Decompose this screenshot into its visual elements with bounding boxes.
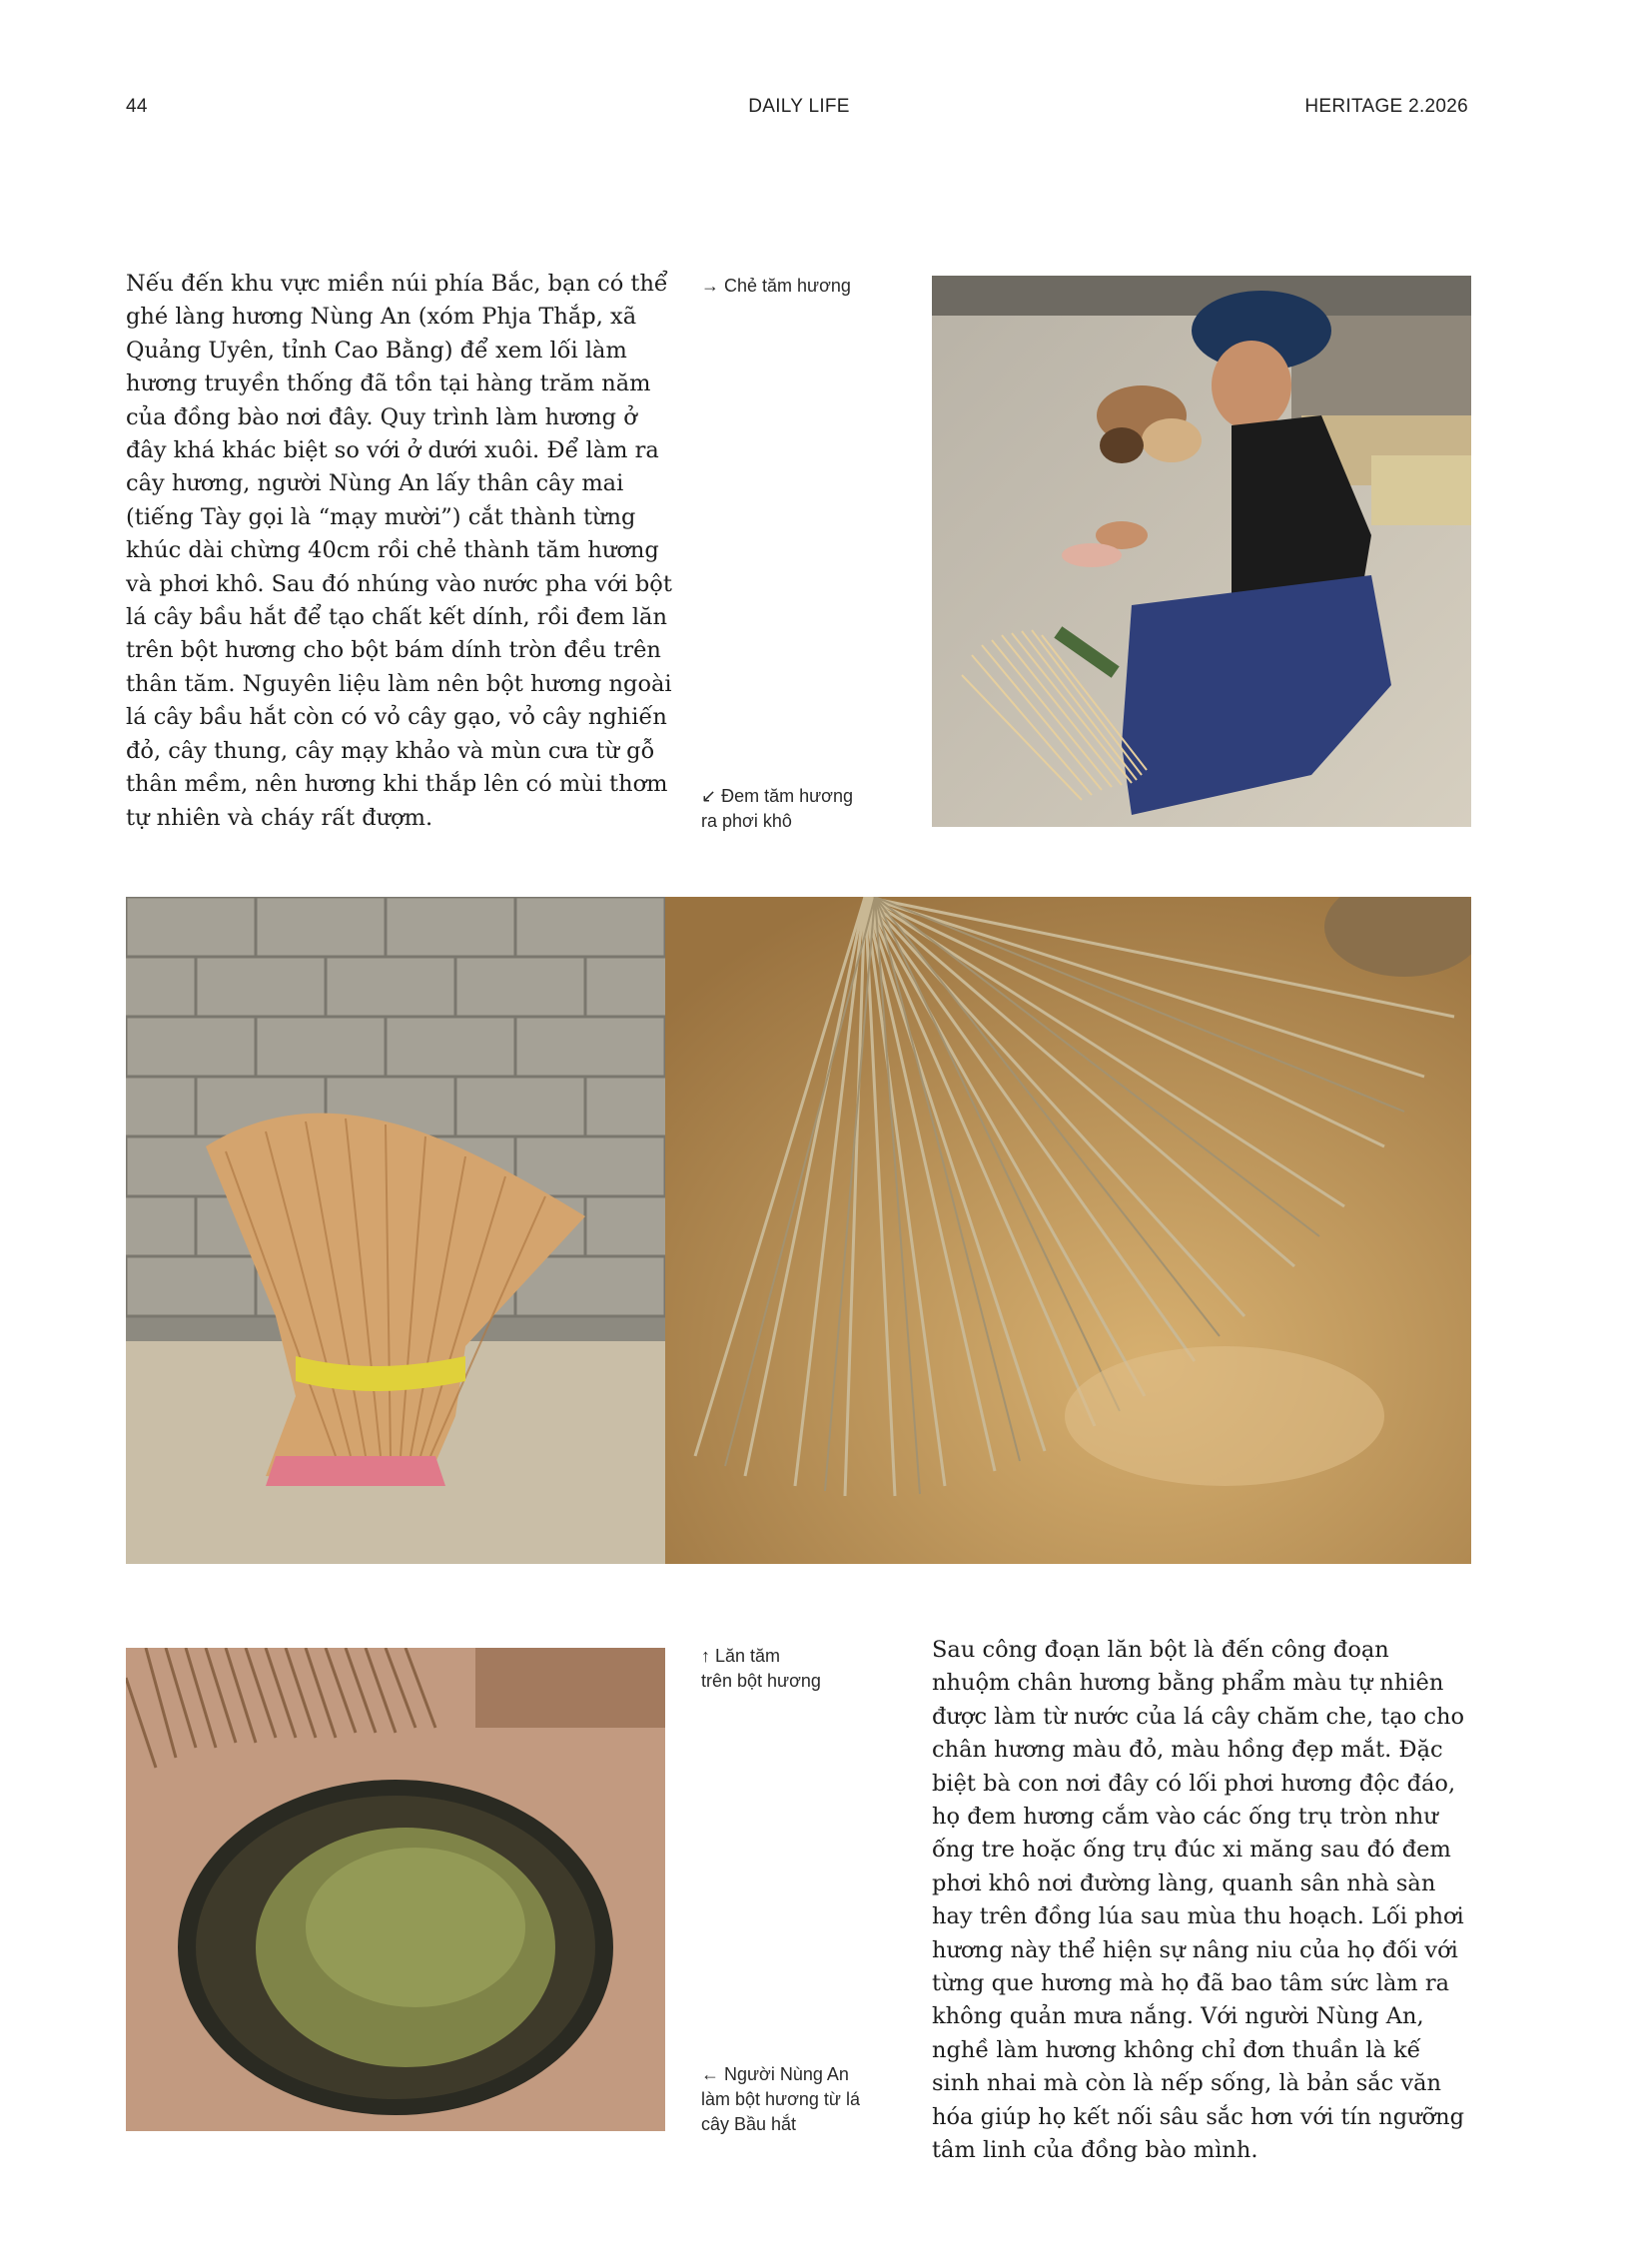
photo-bowl-powder [126, 1648, 665, 2131]
photo-incense-bundle [126, 897, 665, 1564]
caption-text: trên bột hương [701, 1671, 821, 1691]
caption-text: → Chẻ tăm hương [701, 276, 851, 296]
photo-woman-splitting-sticks [932, 276, 1471, 827]
caption-drying-sticks [701, 784, 881, 834]
photo-sticks-in-powder [665, 897, 1471, 1564]
paragraph-text: Nếu đến khu vực miền núi phía Bắc, bạn có thể ghé làng hương Nùng An (xóm Phja Thắp, xã Quảng Uyên, tỉnh Cao Bằng) để xem lối làm hương truyền thống đã tồn tại hàng trăm năm của đồng bào nơi đây. Quy trình làm hương ở đây khá khác biệt so với ở dưới xuôi. Để làm ra cây hương, người Nùng An lấy thân cây mai (tiếng Tày gọi là “mạy mười”) cắt thành từng khúc dài chừng 40cm rồi chẻ thành tăm hương và phơi khô. Sau đó nhúng vào nước pha với bột lá cây bầu hắt để tạo chất kết dính, rồi đem lăn trên bột hương cho bột bám dính tròn đều trên thân tăm. Nguyên liệu làm nên bột hương ngoài lá cây bầu hắt còn có vỏ cây gạo, vỏ cây nghiến đỏ, cây thung, cây mạy khảo và mùn cưa từ gỗ thân mềm, nên hương khi thắp lên có mùi thơm tự nhiên và cháy rất đượm. [126, 271, 672, 831]
page-number: 44 [126, 96, 148, 117]
caption-text: ↙ Đem tăm hương [701, 786, 853, 806]
caption-text: ← Người Nùng An [701, 2064, 849, 2084]
caption-text: ra phơi khô [701, 811, 792, 831]
caption-text: ↑ Lăn tăm [701, 1646, 781, 1666]
caption-text: làm bột hương từ lá [701, 2089, 860, 2109]
caption-split-sticks [701, 274, 851, 299]
sticks-photo-illustration [665, 897, 1471, 1564]
woman-photo-illustration [932, 276, 1471, 827]
bundle-photo-illustration [126, 897, 665, 1564]
caption-text: cây Bầu hắt [701, 2114, 797, 2134]
caption-rolling-sticks [701, 1644, 881, 1694]
section-label: DAILY LIFE [748, 96, 850, 117]
issue-label: HERITAGE 2.2026 [1304, 96, 1468, 117]
paragraph-text: Sau công đoạn lăn bột là đến công đoạn nhuộm chân hương bằng phẩm màu tự nhiên được làm từ nước của lá cây chăm che, tạo cho chân hương màu đỏ, màu hồng đẹp mắt. Đặc biệt bà con nơi đây có lối phơi hương độc đáo, họ đem hương cắm vào các ống trụ tròn như ống tre hoặc ống trụ đúc xi măng sau đó đem phơi khô nơi đường làng, quanh sân nhà sàn hay trên đồng lúa sau mùa thu hoạch. Lối phơi hương này thể hiện sự nâng niu của họ đối với từng que hương mà họ đã bao tâm sức làm ra không quản mưa nắng. Với người Nùng An, nghề làm hương không chỉ đơn thuần là kế sinh nhai mà còn là nếp sống, là bản sắc văn hóa giúp họ kết nối sâu sắc hơn với tín ngưỡng tâm linh của đồng bào mình. [932, 1637, 1465, 2164]
bowl-photo-illustration [126, 1648, 665, 2131]
caption-making-powder [701, 2062, 881, 2137]
article-paragraph-1 [126, 268, 673, 835]
article-paragraph-2 [932, 1634, 1471, 2168]
